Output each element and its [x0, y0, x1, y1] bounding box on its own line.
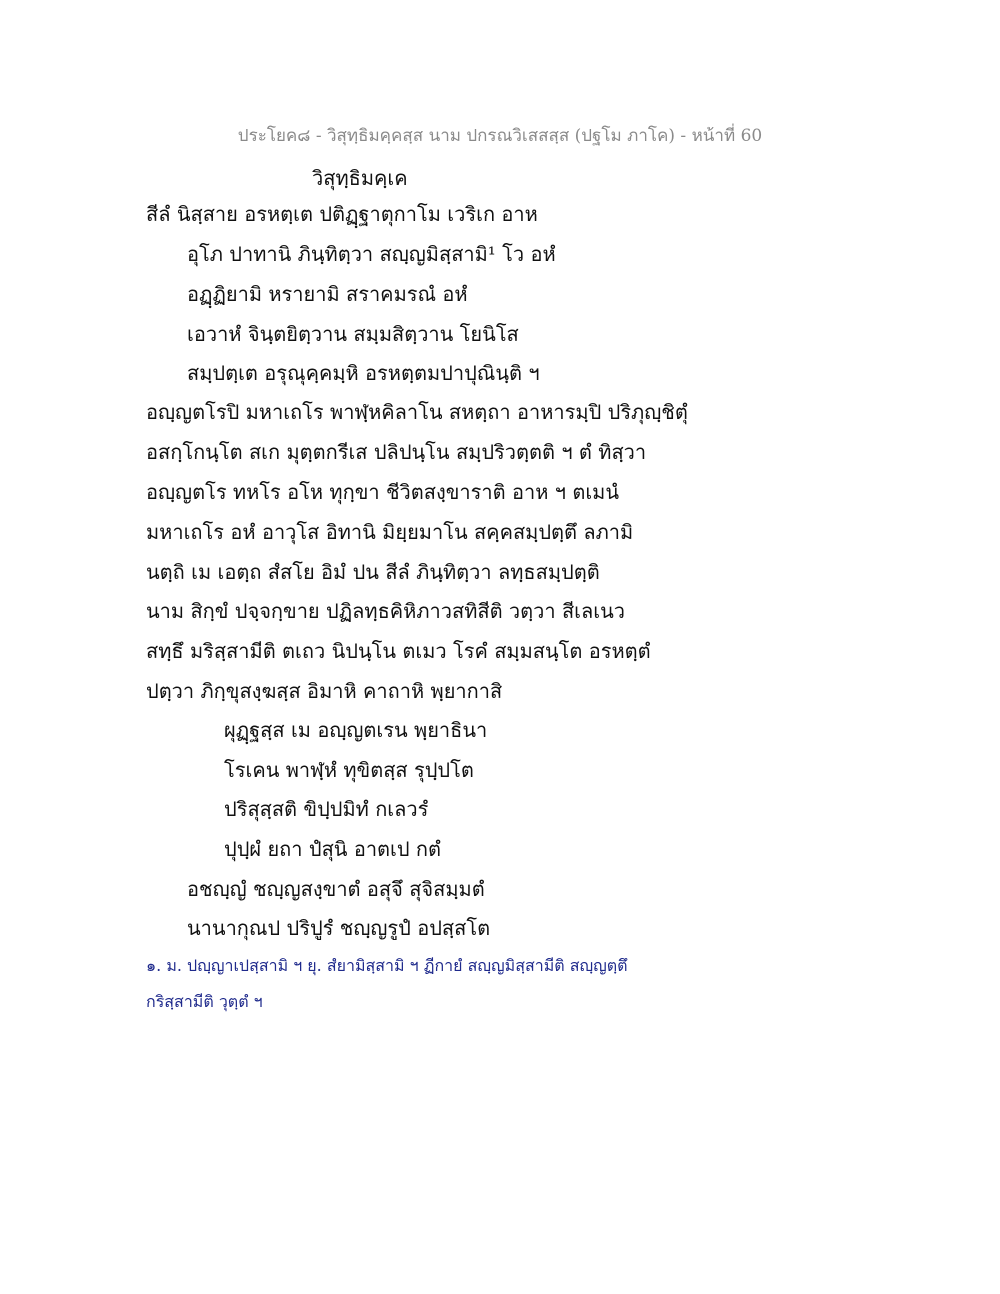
footnote-line: ๑. ม. ปญฺญาเปสฺสามิ ฯ ยุ. สํยามิสฺสามิ ฯ ฏีกายํ สญฺญมิสฺสามีติ สญฺญตฺตึ	[146, 956, 628, 975]
verse-line: เอวาหํ จินฺตยิตฺวาน สมฺมสิตฺวาน โยนิโส	[187, 322, 519, 346]
verse-line: ปุปฺผํ ยถา ปํสุนิ อาตเป กตํ	[224, 837, 442, 861]
text-line: อญฺญตโรปิ มหาเถโร พาฬฺหคิลาโน สหตฺถา อาหารมฺปิ ปริภุญฺชิตุํ	[146, 400, 688, 424]
section-title: วิสุทฺธิมคฺเค	[312, 166, 408, 190]
verse-line: สมฺปตฺเต อรุณุคฺคมฺหิ อรหตฺตมปาปุณินฺติ ฯ	[187, 361, 540, 385]
verse-line: โรเคน พาฬฺหํ ทุขิตสฺส รุปฺปโต	[224, 758, 474, 782]
verse-line: ปริสุสฺสติ ขิปฺปมิทํ กเลวรํ	[224, 797, 429, 821]
text-line: อสกฺโกนฺโต สเก มุตฺตกรีเส ปลิปนฺโน สมฺปริวตฺตติ ฯ ตํ ทิสฺวา	[146, 440, 647, 464]
text-line: นาม สิกฺขํ ปจฺจกฺขาย ปฏิลทฺธคิหิภาวสทิสีติ วตฺวา สีเลเนว	[146, 599, 626, 623]
text-line: อญฺญตโร ทหโร อโห ทุกฺขา ชีวิตสงฺขาราติ อาห ฯ ตเมนํ	[146, 480, 620, 504]
text-line: มหาเถโร อหํ อาวุโส อิทานิ มิยฺยมาโน สคฺคสมฺปตฺตึ ลภามิ	[146, 520, 634, 544]
text-line: สทฺธึ มริสฺสามีติ ตเถว นิปนฺโน ตเมว โรคํ สมฺมสนฺโต อรหตฺตํ	[146, 639, 651, 663]
verse-line: อุโภ ปาทานิ ภินฺทิตฺวา สญฺญมิสฺสามิ¹ โว อหํ	[187, 242, 556, 266]
verse-line: อฏฺฏิยามิ หรายามิ สราคมรณํ อหํ	[187, 282, 468, 306]
verse-line: ผุฏฺฐสฺส เม อญฺญตเรน พฺยาธินา	[224, 718, 488, 742]
verse-line: นานากุณป ปริปูรํ ชญฺญรูปํ อปสฺสโต	[187, 916, 491, 940]
footnote-line: กริสฺสามีติ วุตฺตํ ฯ	[146, 992, 263, 1011]
verse-line: อชญฺญํ ชญฺญสงฺขาตํ อสุจึ สุจิสมฺมตํ	[187, 877, 485, 901]
text-line: นตฺถิ เม เอตฺถ สํสโย อิมํ ปน สีลํ ภินฺทิตฺวา ลทฺธสมฺปตฺติ	[146, 560, 600, 584]
running-header: ประโยค๘ - วิสุทฺธิมคฺคสฺส นาม ปกรณวิเสสสฺส (ปฐโม ภาโค) - หน้าที่ 60	[237, 126, 763, 146]
text-line: สีลํ นิสฺสาย อรหตฺเต ปติฏฺฐาตุกาโม เวริเก อาห	[146, 202, 538, 226]
text-line: ปตฺวา ภิกฺขุสงฺฆสฺส อิมาหิ คาถาหิ พฺยากาสิ	[146, 679, 503, 703]
